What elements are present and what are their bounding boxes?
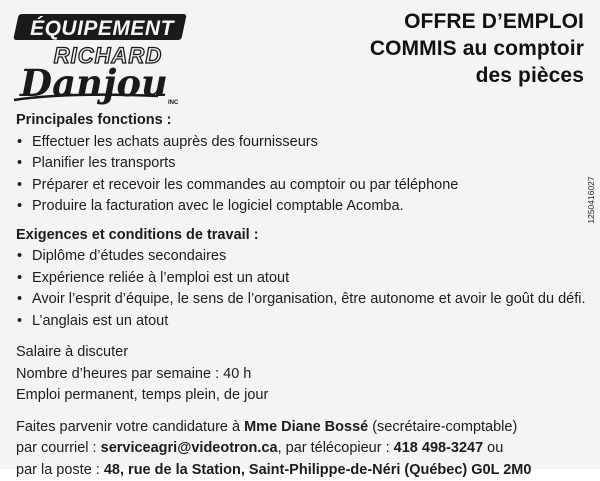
company-logo (8, 8, 193, 108)
list-item (16, 289, 582, 311)
contact-line1-suffix: (secrétaire-comptable) (368, 419, 517, 435)
employment-type-text: Emploi permanent, temps plein, de jour (16, 385, 582, 407)
logo-line3: Danjou (19, 61, 168, 105)
list-item-text: Avoir l’esprit d’équipe, le sens de l’organisation, être autonome et avoir le goût du défi. (32, 291, 586, 307)
bullet: • (17, 175, 22, 197)
bullet: • (17, 268, 22, 290)
bullet: • (17, 311, 22, 333)
contact-address: 48, rue de la Station, Saint-Philippe-de-Néri (Québec) G0L 2M0 (104, 462, 532, 478)
contact-line3-prefix: par la poste : (16, 462, 104, 478)
contact-line-3 (16, 460, 582, 481)
list-item (16, 311, 582, 333)
list-item-text: L’anglais est un atout (32, 313, 168, 329)
company-logo-graphic (8, 8, 193, 108)
logo-line1: ÉQUIPEMENT (30, 17, 176, 40)
list-item-text: Diplôme d’études secondaires (32, 248, 226, 264)
title-line-2: COMMIS au comptoir (370, 35, 584, 62)
hours-text: Nombre d’heures par semaine : 40 h (16, 364, 582, 386)
bullet: • (17, 289, 22, 311)
bullet: • (17, 132, 22, 154)
job-title-block (370, 8, 584, 89)
list-item (16, 196, 582, 218)
list-item (16, 153, 582, 175)
list-item-text: Produire la facturation avec le logiciel comptable Acomba. (32, 198, 404, 214)
exigences-list (16, 246, 582, 332)
contact-fax: 418 498-3247 (394, 440, 484, 456)
list-item (16, 132, 582, 154)
bullet: • (17, 246, 22, 268)
list-item-text: Effectuer les achats auprès des fournisseurs (32, 134, 318, 150)
contact-line-2 (16, 438, 582, 460)
bullet: • (17, 153, 22, 175)
contact-line2-prefix: par courriel : (16, 440, 101, 456)
side-reference-code (585, 160, 597, 240)
principales-list (16, 132, 582, 218)
logo-line2: RICHARD (54, 43, 162, 68)
title-line-3: des pièces (370, 62, 584, 89)
side-reference-code-text: 1250416027 (586, 176, 596, 223)
salary-text: Salaire à discuter (16, 342, 582, 364)
principales-heading: Principales fonctions : (16, 110, 582, 132)
contact-line-1 (16, 417, 582, 439)
contact-line1-prefix: Faites parvenir votre candidature à (16, 419, 244, 435)
logo-suffix: INC (168, 100, 179, 106)
exigences-heading: Exigences et conditions de travail : (16, 225, 582, 247)
list-item (16, 175, 582, 197)
list-item (16, 246, 582, 268)
bullet: • (17, 196, 22, 218)
contact-line2-suffix: ou (483, 440, 503, 456)
title-line-1: OFFRE D’EMPLOI (370, 8, 584, 35)
contact-email: serviceagri@videotron.ca (101, 440, 278, 456)
list-item-text: Préparer et recevoir les commandes au comptoir ou par téléphone (32, 177, 458, 193)
list-item-text: Planifier les transports (32, 155, 175, 171)
ad-body (16, 110, 582, 481)
contact-line2-mid: , par télécopieur : (278, 440, 394, 456)
contact-person-name: Mme Diane Bossé (244, 419, 368, 435)
list-item (16, 268, 582, 290)
list-item-text: Expérience reliée à l’emploi est un atout (32, 270, 289, 286)
